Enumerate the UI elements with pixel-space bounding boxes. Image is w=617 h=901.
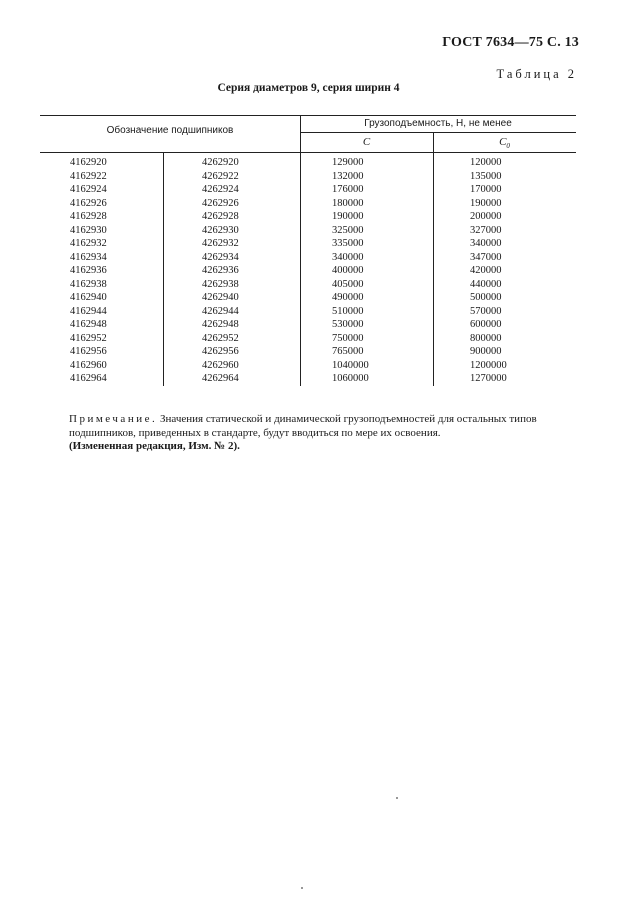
table-row: [40, 318, 576, 332]
header-c0-letter: C: [499, 136, 507, 148]
cell-capacity-c: 400000: [332, 265, 364, 276]
cell-designation-a: 4162964: [70, 373, 107, 384]
cell-capacity-c: 325000: [332, 224, 364, 236]
cell-designation-a: 4162930: [70, 224, 107, 236]
cell-designation-a: 4162944: [70, 305, 107, 317]
scan-speck: [301, 887, 303, 889]
cell-capacity-c: 180000: [332, 197, 364, 209]
cell-designation-a: 4162934: [70, 251, 107, 263]
header-c0: [433, 136, 576, 150]
cell-capacity-c0: 440000: [470, 278, 502, 290]
note-label: Примечание.: [69, 413, 158, 425]
table-row: [40, 345, 576, 359]
cell-designation-b: 4262924: [202, 184, 239, 195]
table-row: [40, 183, 576, 197]
header-c0-index: 0: [506, 142, 510, 151]
cell-designation-b: 4262936: [202, 265, 239, 276]
cell-capacity-c0: 800000: [470, 332, 502, 344]
header-bottom-rule: [40, 152, 576, 153]
table-row: [40, 197, 576, 211]
cell-capacity-c0: 1200000: [470, 359, 507, 371]
cell-capacity-c: 765000: [332, 346, 364, 357]
table-row: [40, 332, 576, 346]
amendment-note: (Измененная редакция, Изм. № 2).: [69, 440, 240, 452]
table-row: [40, 372, 576, 386]
cell-designation-a: 4162926: [70, 197, 107, 209]
cell-capacity-c: 510000: [332, 305, 364, 317]
table-body: [40, 156, 576, 386]
cell-capacity-c: 1060000: [332, 373, 369, 384]
table-row: [40, 237, 576, 251]
cell-designation-a: 4162936: [70, 265, 107, 276]
cell-designation-a: 4162952: [70, 332, 107, 344]
cell-capacity-c0: 1270000: [470, 373, 507, 384]
cell-capacity-c0: 500000: [470, 292, 502, 303]
cell-capacity-c0: 135000: [470, 170, 502, 182]
cell-capacity-c: 132000: [332, 170, 364, 182]
cell-capacity-c: 129000: [332, 157, 364, 168]
cell-capacity-c0: 327000: [470, 224, 502, 236]
note: [69, 413, 577, 440]
scan-speck: [396, 797, 398, 799]
cell-designation-a: 4162928: [70, 211, 107, 222]
table-row: [40, 224, 576, 238]
cell-capacity-c0: 420000: [470, 265, 502, 276]
cell-designation-a: 4162920: [70, 157, 107, 168]
header-c: C: [362, 136, 371, 148]
cell-capacity-c0: 600000: [470, 319, 502, 330]
table-row: [40, 156, 576, 170]
cell-designation-b: 4262952: [202, 332, 239, 344]
table-row: [40, 359, 576, 373]
cell-capacity-c0: 570000: [470, 305, 502, 317]
cell-designation-a: 4162940: [70, 292, 107, 303]
cell-capacity-c: 340000: [332, 251, 364, 263]
cell-capacity-c: 750000: [332, 332, 364, 344]
cell-designation-b: 4262960: [202, 359, 239, 371]
cell-designation-b: 4262930: [202, 224, 239, 236]
cell-capacity-c0: 120000: [470, 157, 502, 168]
cell-designation-b: 4262956: [202, 346, 239, 357]
table-row: [40, 291, 576, 305]
table-row: [40, 170, 576, 184]
table-row: [40, 305, 576, 319]
cell-designation-a: 4162960: [70, 359, 107, 371]
header-capacity: Грузоподъемность, Н, не менее: [364, 118, 512, 129]
cell-designation-b: 4262944: [202, 305, 239, 317]
page-header-doc-ref: ГОСТ 7634—75 С. 13: [442, 35, 579, 50]
note-text-line1: Значения статической и динамической грузоподъемностей для остальных типов: [159, 413, 537, 425]
table-row: [40, 264, 576, 278]
cell-capacity-c: 335000: [332, 238, 364, 249]
cell-capacity-c: 530000: [332, 319, 364, 330]
header-mid-rule: [300, 132, 576, 133]
cell-capacity-c0: 190000: [470, 197, 502, 209]
cell-designation-a: 4162924: [70, 184, 107, 195]
cell-designation-b: 4262964: [202, 373, 239, 384]
cell-designation-a: 4162938: [70, 278, 107, 290]
cell-capacity-c0: 170000: [470, 184, 502, 195]
cell-capacity-c0: 900000: [470, 346, 502, 357]
header-designation: Обозначение подшипников: [106, 125, 234, 136]
cell-designation-b: 4262938: [202, 278, 239, 290]
cell-designation-b: 4262928: [202, 211, 239, 222]
cell-designation-b: 4262920: [202, 157, 239, 168]
cell-designation-b: 4262926: [202, 197, 239, 209]
table-row: [40, 251, 576, 265]
bearing-table: [40, 115, 576, 387]
cell-designation-a: 4162956: [70, 346, 107, 357]
cell-capacity-c: 490000: [332, 292, 364, 303]
cell-designation-b: 4262948: [202, 319, 239, 330]
cell-capacity-c0: 340000: [470, 238, 502, 249]
table-label: Таблица 2: [496, 67, 577, 81]
cell-designation-a: 4162922: [70, 170, 107, 182]
cell-capacity-c: 1040000: [332, 359, 369, 371]
cell-capacity-c: 176000: [332, 184, 364, 195]
table-row: [40, 210, 576, 224]
cell-designation-b: 4262940: [202, 292, 239, 303]
cell-capacity-c: 405000: [332, 278, 364, 290]
cell-designation-b: 4262932: [202, 238, 239, 249]
note-text-line2: подшипников, приведенных в стандарте, будут вводиться по мере их освоения.: [69, 426, 441, 439]
cell-capacity-c0: 347000: [470, 251, 502, 263]
cell-designation-b: 4262934: [202, 251, 239, 263]
cell-designation-a: 4162932: [70, 238, 107, 249]
cell-capacity-c0: 200000: [470, 211, 502, 222]
cell-designation-a: 4162948: [70, 319, 107, 330]
series-title: Серия диаметров 9, серия ширин 4: [217, 82, 400, 94]
table-top-rule: [40, 115, 576, 116]
table-row: [40, 278, 576, 292]
cell-designation-b: 4262922: [202, 170, 239, 182]
cell-capacity-c: 190000: [332, 211, 364, 222]
